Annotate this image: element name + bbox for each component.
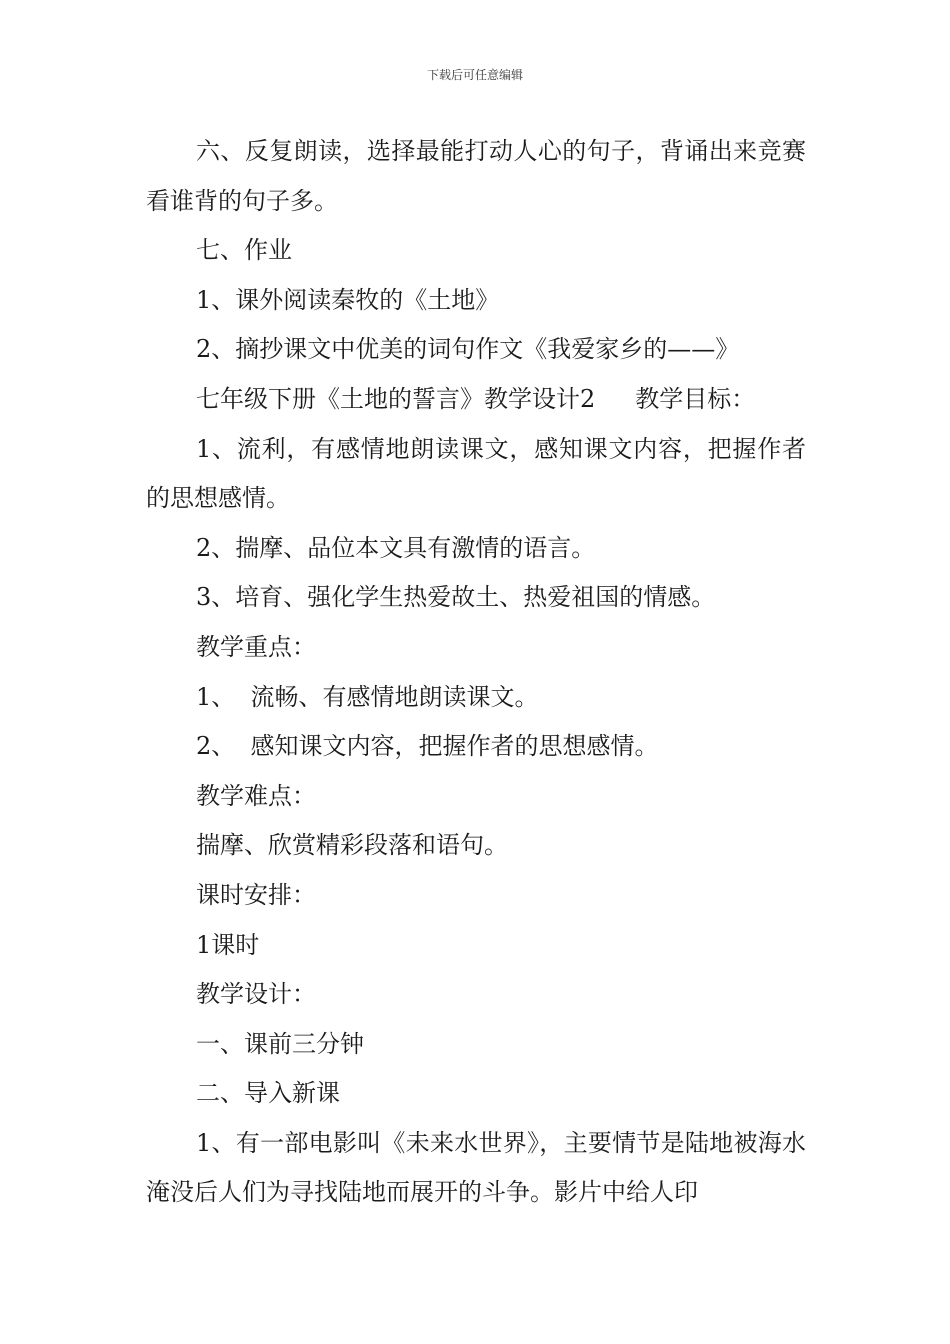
design-step-1: 一、课前三分钟	[196, 1029, 364, 1058]
heading-difficulties: 教学难点：	[196, 781, 316, 810]
design-step-2: 二、导入新课	[196, 1079, 340, 1108]
homework-item-2: 2、摘抄课文中优美的词句作文《我爱家乡的——》	[196, 335, 740, 364]
goal-item-2: 2、揣摩、品位本文具有激情的语言。	[196, 533, 596, 562]
schedule-item: 1课时	[196, 930, 260, 959]
goal-item-1: 1、流利，有感情地朗读课文，感知课文内容，把握作者的思想感情。	[146, 434, 806, 513]
page-header: 下载后可任意编辑	[426, 68, 523, 82]
heading-schedule: 课时安排：	[196, 880, 316, 909]
paragraph-movie-intro: 1、有一部电影叫《未来水世界》，主要情节是陆地被海水淹没后人们为寻找陆地而展开的斗争。影片中给人印	[146, 1128, 806, 1207]
heading-key-points: 教学重点：	[196, 632, 316, 661]
key-point-1: 1、 流畅、有感情地朗读课文。	[196, 682, 539, 711]
goal-item-3: 3、培育、强化学生热爱故土、热爱祖国的情感。	[196, 583, 716, 612]
heading-design: 教学设计：	[196, 980, 316, 1009]
document-body	[146, 127, 806, 1218]
teaching-goals-label: 教学目标：	[635, 384, 756, 413]
homework-item-1: 1、课外阅读秦牧的《土地》	[196, 285, 500, 314]
lesson-title: 七年级下册《土地的誓言》教学设计2	[196, 384, 596, 413]
key-point-2: 2、 感知课文内容，把握作者的思想感情。	[196, 732, 659, 761]
heading-homework: 七、作业	[196, 236, 292, 265]
difficulty-item: 揣摩、欣赏精彩段落和语句。	[196, 831, 508, 860]
lesson-title-line	[146, 375, 806, 425]
paragraph-recite: 六、反复朗读，选择最能打动人心的句子，背诵出来竞赛看谁背的句子多。	[146, 137, 806, 215]
